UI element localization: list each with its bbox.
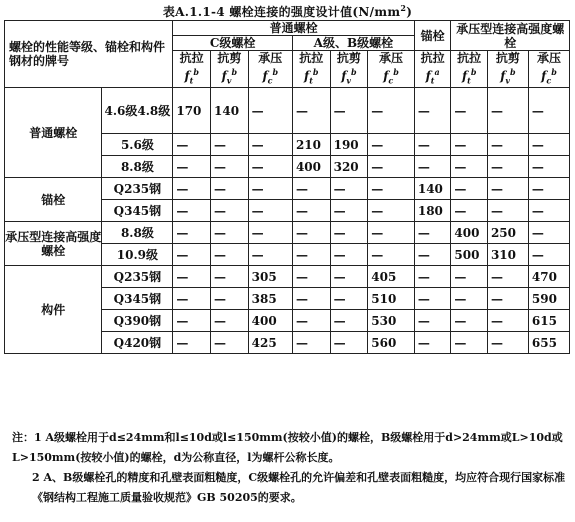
value-cell: 400 — [451, 222, 488, 244]
column-name: 抗拉 — [420, 51, 445, 65]
value-cell: — — [248, 134, 292, 156]
column-header-0 — [173, 51, 211, 88]
value-cell: 560 — [368, 332, 415, 354]
value-cell: — — [330, 178, 368, 200]
value-cell: — — [528, 134, 569, 156]
value-cell: — — [528, 178, 569, 200]
value-cell: — — [173, 178, 211, 200]
column-header-9 — [528, 51, 569, 88]
value-cell: — — [368, 200, 415, 222]
value-cell: — — [528, 244, 569, 266]
value-cell: 250 — [487, 222, 528, 244]
value-cell: — — [292, 178, 330, 200]
column-symbol: $f_t^b$ — [461, 67, 477, 86]
value-cell: — — [211, 288, 249, 310]
value-cell: 190 — [330, 134, 368, 156]
value-cell: 305 — [248, 266, 292, 288]
unit-text: N/mm — [358, 5, 401, 19]
subgroup-c-bolt: C级螺栓 — [173, 36, 293, 51]
unit-superscript: 2 — [400, 3, 407, 13]
value-cell: — — [368, 244, 415, 266]
value-cell: — — [451, 266, 488, 288]
value-cell: — — [487, 88, 528, 134]
value-cell: — — [487, 178, 528, 200]
value-cell: — — [248, 156, 292, 178]
row-label-header: 螺栓的性能等级、锚栓和构件钢材的牌号 — [5, 21, 173, 88]
value-cell: — — [368, 134, 415, 156]
category-anchor-bolt: 锚栓 — [5, 178, 102, 222]
value-cell: 140 — [211, 88, 249, 134]
table-title-text: 表A.1.1-4 螺栓连接的强度设计值( — [162, 5, 359, 19]
value-cell: — — [173, 310, 211, 332]
column-header-8 — [487, 51, 528, 88]
column-symbol: $f_t^a$ — [425, 67, 440, 86]
table-row — [5, 178, 570, 200]
column-name: 抗剪 — [336, 51, 361, 65]
column-header-2 — [248, 51, 292, 88]
value-cell: — — [173, 266, 211, 288]
value-cell: — — [414, 156, 451, 178]
column-name: 承压 — [258, 51, 283, 65]
value-cell: — — [292, 88, 330, 134]
grade-cell: 10.9级 — [102, 244, 173, 266]
note-1: 注：1 A级螺栓用于d≤24mm和l≤10d或l≤150mm(按较小值)的螺栓，B级螺栓用于d>24mm或L>10d或L>150mm(按较小值)的螺栓，d为公称直径，l为螺杆公称长度。 — [12, 431, 563, 464]
value-cell: — — [414, 88, 451, 134]
value-cell: — — [211, 244, 249, 266]
value-cell: — — [414, 266, 451, 288]
value-cell: — — [451, 288, 488, 310]
column-symbol: $f_t^b$ — [304, 67, 319, 86]
grade-cell: Q235钢 — [102, 266, 173, 288]
grade-cell: Q235钢 — [102, 178, 173, 200]
value-cell: — — [528, 88, 569, 134]
value-cell: — — [451, 156, 488, 178]
value-cell: — — [173, 134, 211, 156]
value-cell: — — [211, 156, 249, 178]
column-name: 抗拉 — [457, 51, 482, 65]
value-cell: 425 — [248, 332, 292, 354]
value-cell: — — [292, 266, 330, 288]
column-name: 抗剪 — [495, 51, 520, 65]
value-cell: — — [330, 200, 368, 222]
table-row — [5, 222, 570, 244]
column-header-1 — [211, 51, 249, 88]
value-cell: — — [211, 222, 249, 244]
value-cell: — — [292, 222, 330, 244]
value-cell: — — [414, 244, 451, 266]
value-cell: — — [368, 156, 415, 178]
column-header-5 — [368, 51, 415, 88]
value-cell: 400 — [248, 310, 292, 332]
value-cell: — — [487, 332, 528, 354]
value-cell: 590 — [528, 288, 569, 310]
grade-cell: Q390钢 — [102, 310, 173, 332]
value-cell: 470 — [528, 266, 569, 288]
value-cell: — — [451, 332, 488, 354]
value-cell: 405 — [368, 266, 415, 288]
value-cell: — — [173, 332, 211, 354]
column-name: 抗拉 — [299, 51, 324, 65]
value-cell: — — [211, 134, 249, 156]
table-title — [0, 3, 575, 20]
value-cell: — — [528, 222, 569, 244]
value-cell: — — [451, 88, 488, 134]
value-cell: — — [173, 156, 211, 178]
value-cell: — — [414, 332, 451, 354]
grade-cell: Q420钢 — [102, 332, 173, 354]
value-cell: 530 — [368, 310, 415, 332]
column-name: 承压 — [536, 51, 561, 65]
value-cell: — — [173, 244, 211, 266]
strength-table — [4, 20, 570, 354]
value-cell: — — [248, 178, 292, 200]
column-header-7 — [451, 51, 488, 88]
column-symbol: $f_c^b$ — [262, 67, 279, 86]
value-cell: 140 — [414, 178, 451, 200]
grade-cell: Q345钢 — [102, 200, 173, 222]
value-cell: — — [211, 200, 249, 222]
column-symbol: $f_t^b$ — [184, 67, 199, 86]
value-cell: — — [528, 156, 569, 178]
value-cell: — — [330, 88, 368, 134]
value-cell: — — [414, 288, 451, 310]
subgroup-ab-bolt: A级、B级螺栓 — [292, 36, 414, 51]
value-cell: — — [368, 222, 415, 244]
column-name: 抗拉 — [179, 51, 204, 65]
value-cell: — — [330, 288, 368, 310]
group-anchor-bolt: 锚栓 — [414, 21, 451, 51]
category-member: 构件 — [5, 266, 102, 354]
category-ordinary-bolt: 普通螺栓 — [5, 88, 102, 178]
title-close: ) — [406, 5, 413, 19]
column-symbol: $f_v^b$ — [221, 67, 238, 86]
grade-cell: 8.8级 — [102, 156, 173, 178]
value-cell: — — [330, 222, 368, 244]
value-cell: — — [330, 310, 368, 332]
group-pressure-bolt: 承压型连接高强度螺栓 — [451, 21, 570, 51]
grade-cell: 5.6级 — [102, 134, 173, 156]
grade-cell: 4.6级4.8级 — [102, 88, 173, 134]
value-cell: — — [487, 288, 528, 310]
value-cell: — — [451, 134, 488, 156]
notes — [12, 428, 568, 508]
value-cell: 320 — [330, 156, 368, 178]
value-cell: — — [211, 178, 249, 200]
value-cell: — — [487, 266, 528, 288]
note-2: 2 A、B级螺栓孔的精度和孔壁表面粗糙度，C级螺栓孔的允许偏差和孔壁表面粗糙度，均应符合现行国家标准《钢结构工程施工质量验收规范》GB 50205的要求。 — [32, 471, 566, 504]
value-cell: — — [451, 178, 488, 200]
category-pressure-bolt: 承压型连接高强度螺栓 — [5, 222, 102, 266]
grade-cell: Q345钢 — [102, 288, 173, 310]
value-cell: — — [292, 244, 330, 266]
value-cell: 615 — [528, 310, 569, 332]
value-cell: — — [414, 310, 451, 332]
column-symbol: $f_c^b$ — [541, 67, 557, 86]
grade-cell: 8.8级 — [102, 222, 173, 244]
value-cell: — — [173, 200, 211, 222]
value-cell: 510 — [368, 288, 415, 310]
value-cell: — — [248, 244, 292, 266]
value-cell: — — [248, 200, 292, 222]
value-cell: — — [487, 134, 528, 156]
value-cell: — — [292, 200, 330, 222]
column-header-4 — [330, 51, 368, 88]
column-symbol: $f_v^b$ — [341, 67, 357, 86]
value-cell: — — [292, 310, 330, 332]
value-cell: — — [248, 222, 292, 244]
value-cell: 170 — [173, 88, 211, 134]
column-symbol: $f_v^b$ — [500, 67, 516, 86]
group-ordinary-bolt: 普通螺栓 — [173, 21, 415, 36]
column-name: 承压 — [379, 51, 404, 65]
value-cell: — — [414, 134, 451, 156]
value-cell: — — [368, 88, 415, 134]
header-row-1 — [5, 21, 570, 36]
value-cell: — — [211, 266, 249, 288]
value-cell: 655 — [528, 332, 569, 354]
value-cell: — — [292, 288, 330, 310]
column-symbol: $f_c^b$ — [383, 67, 399, 86]
value-cell: — — [173, 288, 211, 310]
value-cell: — — [487, 200, 528, 222]
value-cell: 180 — [414, 200, 451, 222]
value-cell: — — [368, 178, 415, 200]
value-cell: — — [211, 310, 249, 332]
value-cell: — — [487, 310, 528, 332]
value-cell: — — [414, 222, 451, 244]
column-name: 抗剪 — [217, 51, 242, 65]
table-row — [5, 266, 570, 288]
value-cell: — — [330, 332, 368, 354]
value-cell: — — [173, 222, 211, 244]
value-cell: — — [487, 156, 528, 178]
value-cell: — — [211, 332, 249, 354]
value-cell: — — [248, 88, 292, 134]
value-cell: 310 — [487, 244, 528, 266]
value-cell: — — [528, 200, 569, 222]
value-cell: — — [330, 266, 368, 288]
value-cell: — — [451, 200, 488, 222]
value-cell: 500 — [451, 244, 488, 266]
value-cell: — — [292, 332, 330, 354]
value-cell: — — [330, 244, 368, 266]
value-cell: 400 — [292, 156, 330, 178]
column-header-3 — [292, 51, 330, 88]
value-cell: — — [451, 310, 488, 332]
value-cell: 210 — [292, 134, 330, 156]
value-cell: 385 — [248, 288, 292, 310]
table-row — [5, 88, 570, 134]
column-header-6 — [414, 51, 451, 88]
